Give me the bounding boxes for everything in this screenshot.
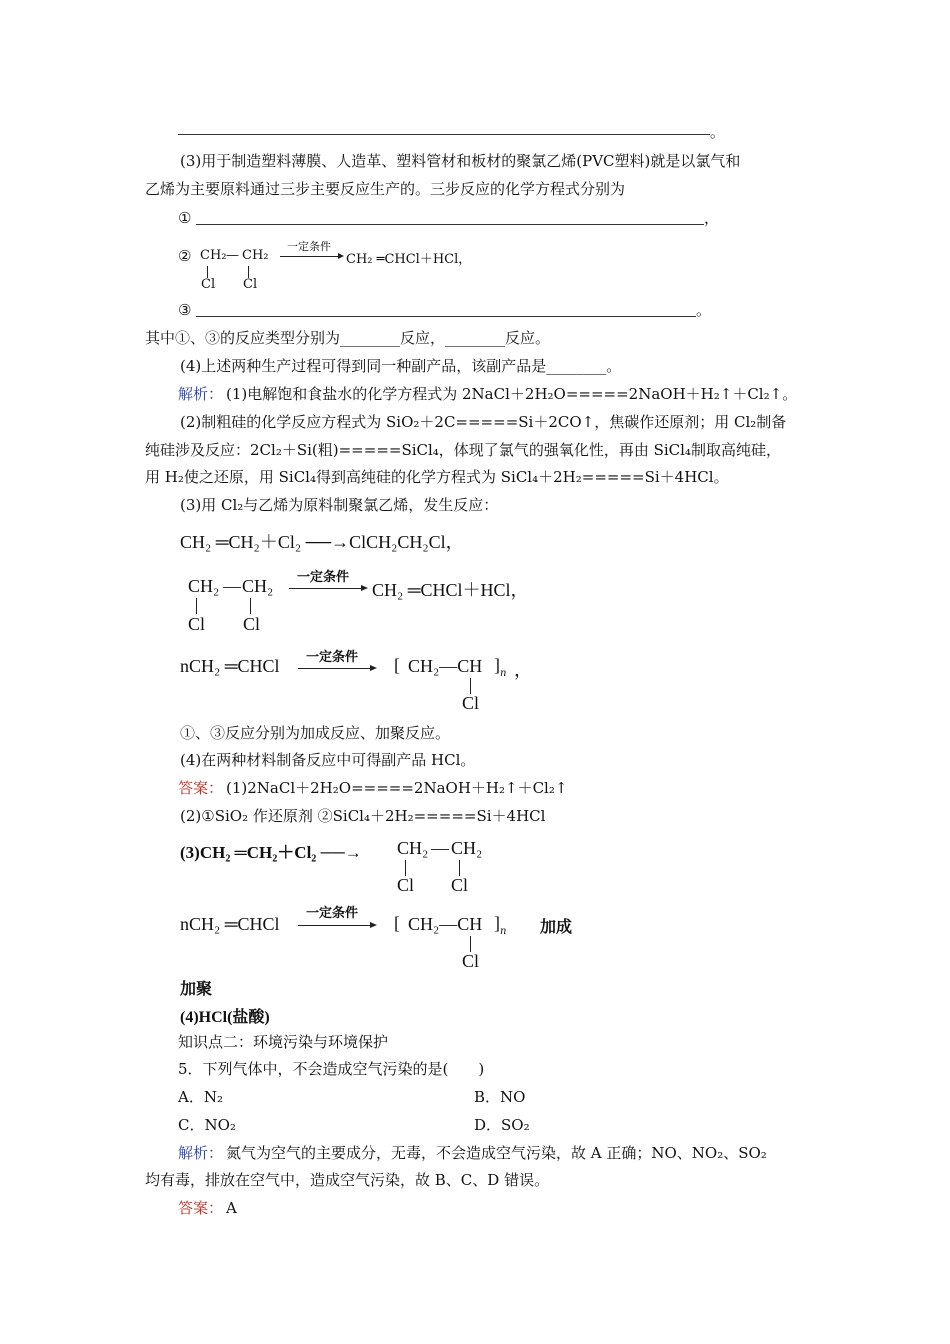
reaction-arrow [298, 668, 374, 669]
question-5-analysis-line2: 均有毒，排放在空气中，造成空气污染，故 B、C、D 错误。 [145, 1171, 550, 1189]
option-c: C．NO₂ [178, 1116, 236, 1134]
analysis-1: (1)电解饱和食盐水的化学方程式为 2NaCl＋2H₂O=====2NaOH＋H₂↑＋Cl₂↑。 [226, 385, 798, 403]
answer-3-equation: (3)CH₂ ═CH₂＋Cl₂ ──→ [180, 843, 362, 862]
ch2-label: CH₂ [242, 576, 274, 596]
comma: ， [704, 209, 720, 227]
question-3-text-line2: 乙烯为主要原料通过三步主要反应生产的。三步反应的化学方程式分别为 [145, 180, 626, 198]
question-5-analysis: 氮气为空气的主要成分，无毒，不会造成空气污染，故 A 正确；NO、NO₂、SO₂ [226, 1144, 767, 1162]
analysis-2: (2)制粗硅的化学反应方程式为 SiO₂＋2C=====Si＋2CO↑，焦碳作还原剂；用 Cl₂制备 [180, 413, 787, 431]
equation-1: CH₂ ═CH₂＋Cl₂ ──→ClCH₂CH₂Cl， [180, 532, 464, 552]
section-title: 知识点二：环境污染与环境保护 [178, 1033, 389, 1051]
answer-label: 答案： [178, 779, 224, 797]
analysis-3: (3)用 Cl₂与乙烯为原料制聚氯乙烯，发生反应： [180, 496, 499, 514]
product-label: CH₂ ═CHCl＋HCl， [346, 252, 472, 267]
poly-subscript-n: n [500, 668, 507, 679]
answer-4: (4)HCl(盐酸) [180, 1009, 270, 1026]
condition-label: 一定条件 [297, 570, 350, 585]
cl-label: Cl [462, 951, 480, 971]
reaction-types-text: 其中①、③的反应类型分别为________反应，________反应。 [145, 329, 551, 347]
question-3-text: (3)用于制造塑料薄膜、人造革、塑料管材和板材的聚氯乙烯(PVC塑料)就是以氯气和 [180, 152, 741, 170]
bond-vertical [459, 860, 460, 876]
bond-dash: — [223, 576, 241, 596]
answer-blank-line [196, 316, 696, 317]
bond-dash: — [431, 838, 449, 858]
answer-1: (1)2NaCl＋2H₂O=====2NaOH＋H₂↑＋Cl₂↑ [226, 779, 568, 797]
analysis-label: 解析： [178, 385, 224, 403]
comma: ， [514, 660, 532, 680]
analysis-2-line3: 用 H₂使之还原，用 SiCl₄得到高纯硅的化学方程式为 SiCl₄＋2H₂=====Si＋4HCl。 [145, 468, 729, 486]
option-b: B．NO [474, 1088, 526, 1106]
bond-dash: — [226, 248, 239, 263]
condition-label: 一定条件 [287, 240, 331, 253]
bond-vertical [470, 936, 471, 952]
condition-label: 一定条件 [306, 650, 359, 665]
poly-bracket-right: ] [494, 655, 500, 675]
poly-bracket-right: ] [494, 913, 500, 933]
cl-label: Cl [201, 277, 216, 292]
arrow-head-icon [370, 922, 377, 928]
arrow-head-icon [361, 585, 368, 591]
answer-blank-line [196, 224, 704, 225]
polymerization-label: 加聚 [180, 981, 213, 998]
cl-label: Cl [188, 614, 206, 634]
circle-1-label: ① [178, 209, 192, 227]
ch2-label: CH₂ [451, 838, 483, 858]
circle-2-label: ② [178, 247, 192, 265]
bond-vertical [470, 678, 471, 694]
analysis-label: 解析： [178, 1144, 224, 1162]
ch2-label: CH₂ [242, 248, 269, 263]
reaction-arrow [280, 256, 342, 257]
answer-2: (2)①SiO₂ 作还原剂 ②SiCl₄＋2H₂=====Si＋4HCl [180, 807, 546, 825]
bond-vertical [405, 860, 406, 876]
option-d: D．SO₂ [474, 1116, 530, 1134]
poly-bracket-left: [ [394, 913, 400, 933]
question-4-text: (4)上述两种生产过程可得到同一种副产品，该副产品是________。 [180, 357, 622, 375]
monomer-label: nCH₂ ═CHCl [180, 914, 280, 934]
question-5: 5．下列气体中，不会造成空气污染的是( ) [178, 1060, 485, 1078]
reaction-arrow [298, 925, 374, 926]
addition-label: 加成 [540, 919, 573, 936]
product-label: CH₂ ═CHCl＋HCl， [372, 580, 529, 600]
answer-blank-line [178, 134, 710, 135]
ch2-label: CH₂ [397, 838, 429, 858]
bond-vertical [250, 598, 251, 614]
cl-label: Cl [462, 693, 480, 713]
circle-3-label: ③ [178, 301, 192, 319]
ch2-label: CH₂ [188, 576, 220, 596]
bond-vertical [196, 598, 197, 614]
analysis-2-line2: 纯硅涉及反应：2Cl₂＋Si(粗)=====SiCl₄，体现了氯气的强氧化性，再由 SiCl₄制取高纯硅， [145, 441, 781, 459]
reaction-arrow [289, 588, 365, 589]
cl-label: Cl [451, 875, 469, 895]
arrow-head-icon [370, 665, 377, 671]
poly-subscript-n: n [500, 926, 507, 937]
monomer-label: nCH₂ ═CHCl [180, 656, 280, 676]
condition-label: 一定条件 [306, 906, 359, 921]
analysis-3-end: ①、③反应分别为加成反应、加聚反应。 [180, 724, 451, 742]
polymer-unit: CH₂—CH [408, 914, 483, 934]
cl-label: Cl [243, 277, 258, 292]
question-5-answer: A [226, 1199, 237, 1217]
ch2-label: CH₂ [200, 248, 227, 263]
arrow-head-icon [338, 253, 344, 259]
sentence-period: 。 [710, 123, 726, 141]
answer-label: 答案： [178, 1199, 224, 1217]
option-a: A．N₂ [178, 1088, 223, 1106]
polymer-unit: CH₂—CH [408, 656, 483, 676]
analysis-4: (4)在两种材料制备反应中可得副产品 HCl。 [180, 751, 476, 769]
cl-label: Cl [243, 614, 261, 634]
poly-bracket-left: [ [394, 655, 400, 675]
cl-label: Cl [397, 875, 415, 895]
sentence-period: 。 [696, 301, 712, 319]
